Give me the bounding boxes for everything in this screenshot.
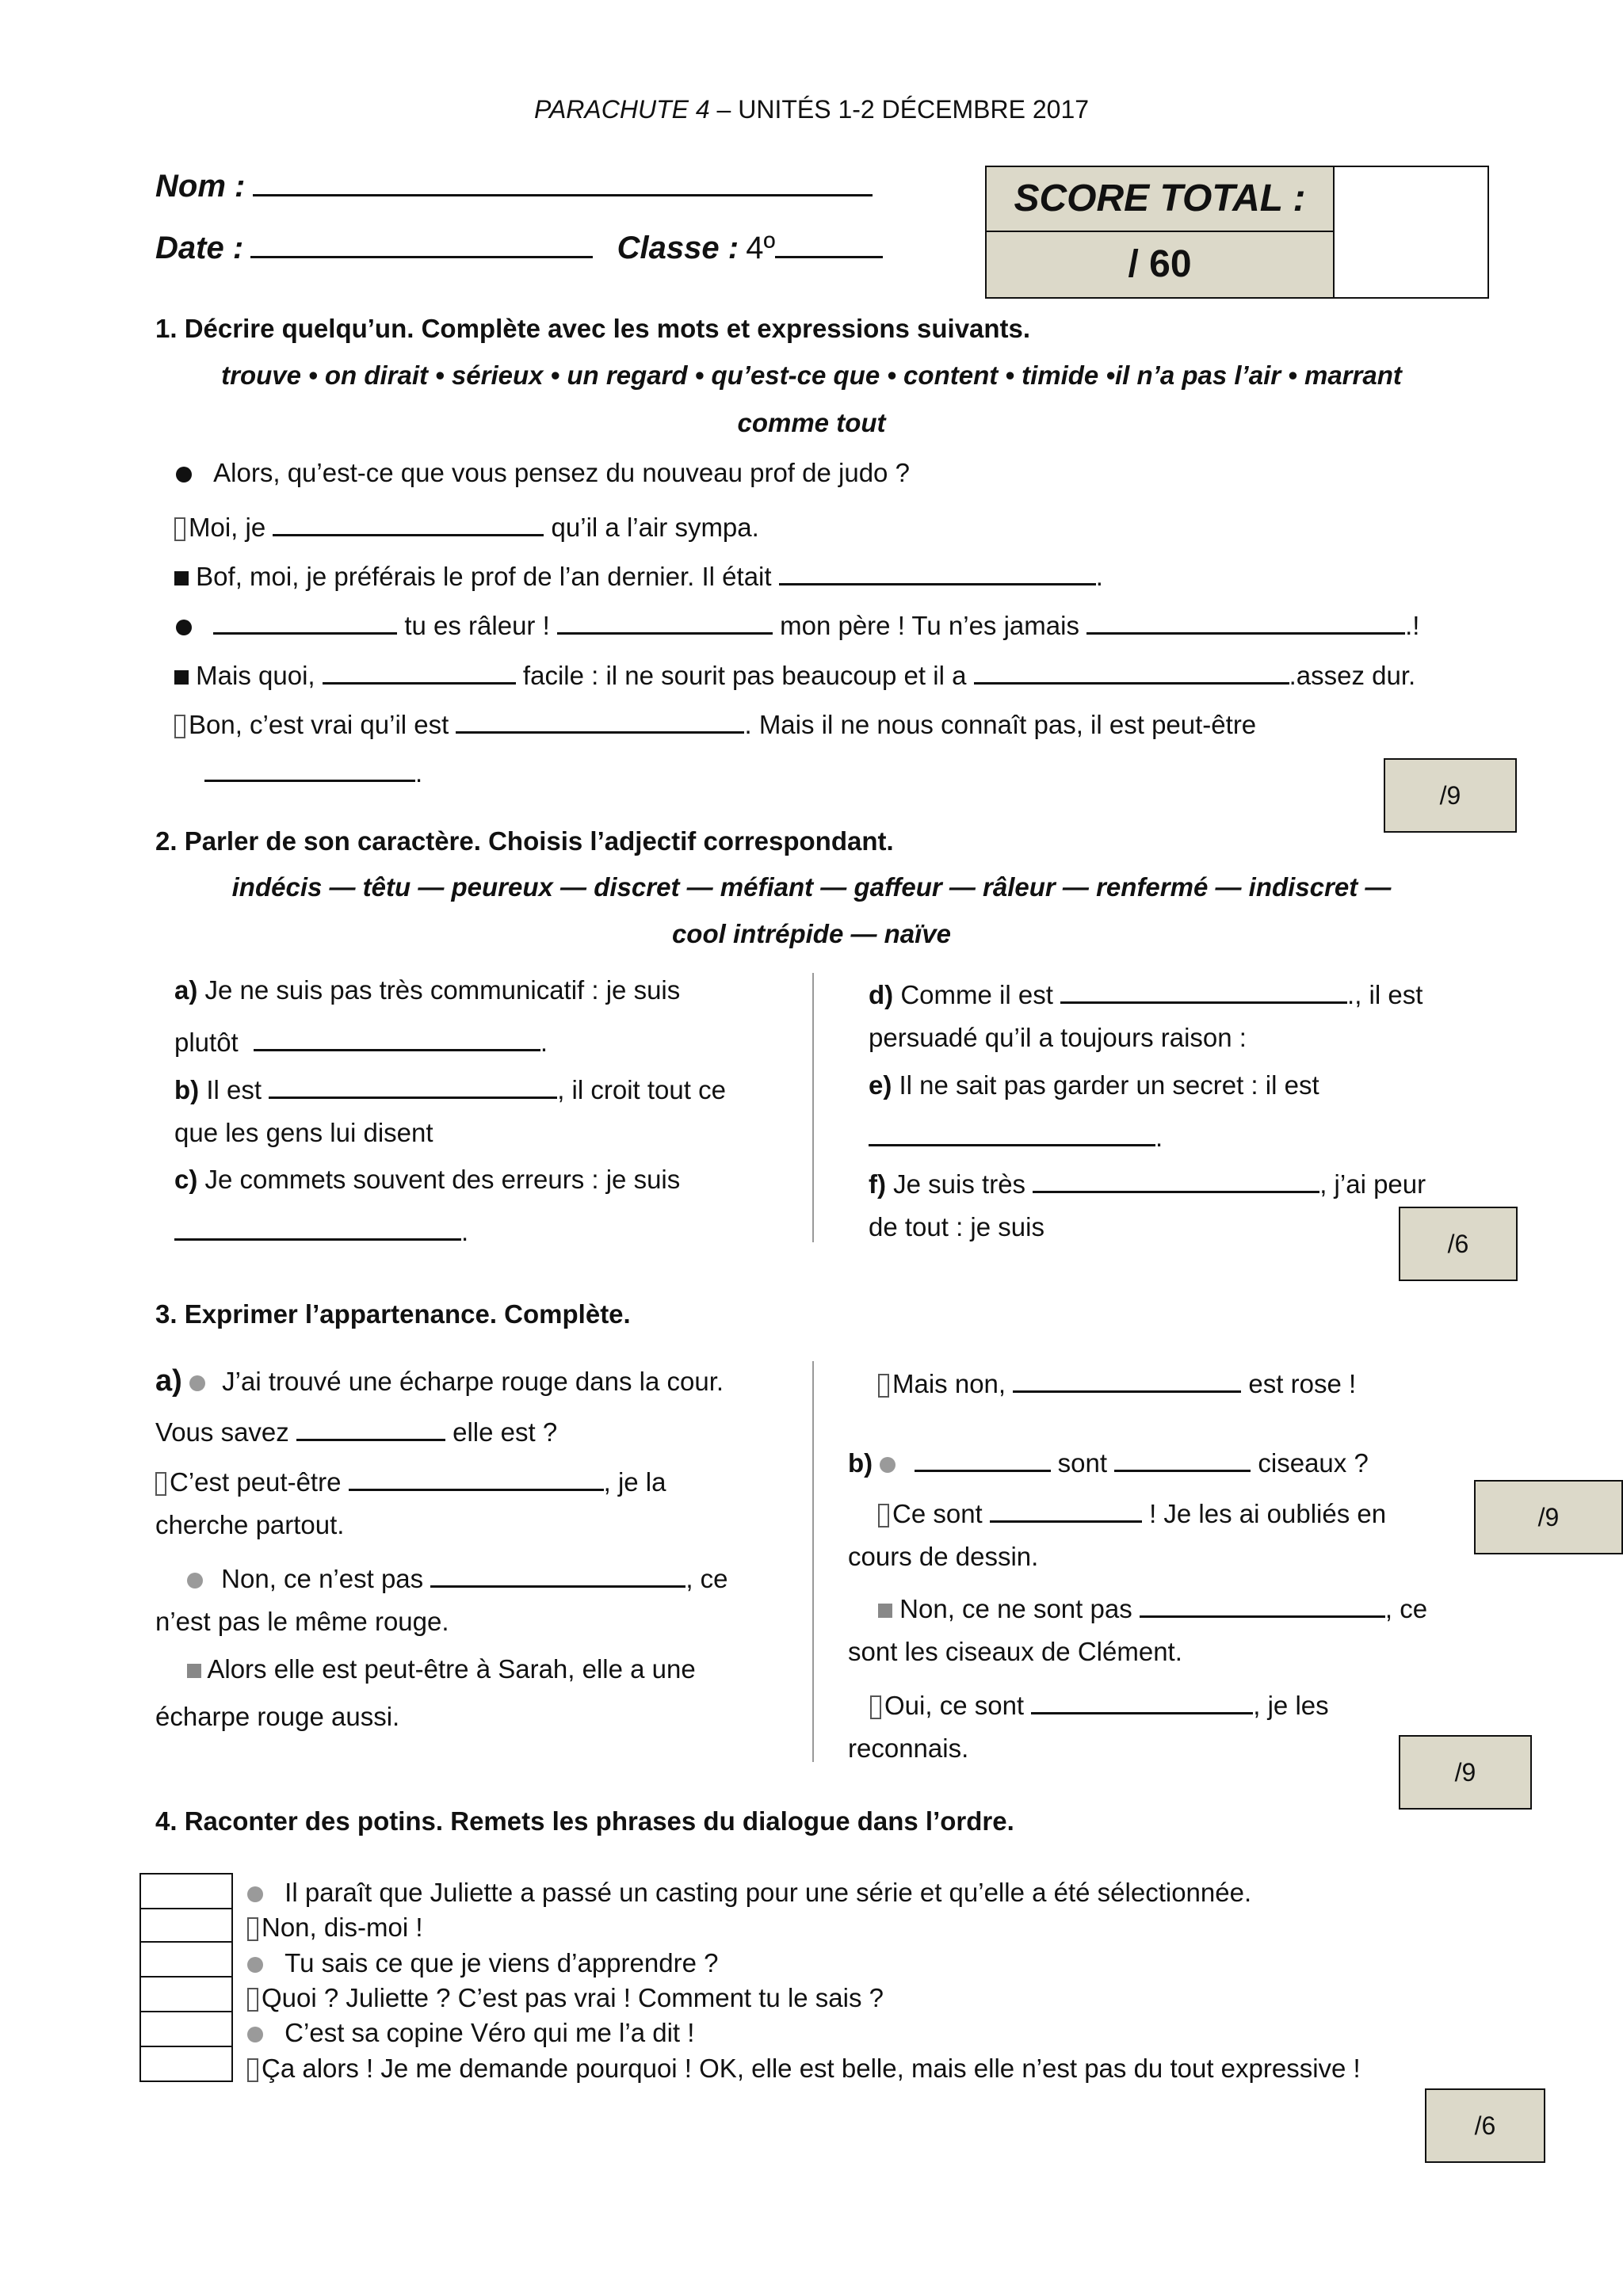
q2-column-divider — [812, 973, 814, 1242]
placeholder-glyph-icon — [247, 1988, 258, 2012]
speaker-dot-icon — [187, 1573, 203, 1589]
classe-label: Classe : — [617, 231, 739, 265]
order-box-1[interactable] — [139, 1873, 233, 1909]
nom-field[interactable] — [253, 168, 873, 196]
q3-blank-a2[interactable] — [349, 1463, 604, 1491]
q2-item-e: e) Il ne sait pas garder un secret : il est — [869, 1070, 1319, 1100]
q4-line-1: Il paraît que Juliette a passé un casting pour une série et qu’elle a été sélectionnée. — [247, 1878, 1251, 1908]
q1-line-4: tu es râleur ! mon père ! Tu n’es jamais .! — [176, 606, 1419, 641]
bullet-dot-icon — [176, 467, 192, 482]
q2-blank-d[interactable] — [1060, 975, 1347, 1004]
q3-a-line-3: C’est peut-être , je la — [155, 1463, 666, 1497]
placeholder-glyph-icon — [878, 1374, 889, 1398]
q3-b-line-5: sont les ciseaux de Clément. — [848, 1637, 1182, 1666]
q3-a-line-1: a) J’ai trouvé une écharpe rouge dans la cour. — [155, 1364, 724, 1398]
q3-b-line-4: Non, ce ne sont pas , ce — [878, 1589, 1427, 1624]
nom-line — [155, 168, 873, 204]
score-total-label: SCORE TOTAL : — [987, 167, 1335, 232]
q2-item-d: d) Comme il est ., il est — [869, 975, 1423, 1010]
q1-word-list: trouve • on dirait • sérieux • un regard • qu’est-ce que • content • timide •il n’a pas l’air • marrant — [221, 360, 1402, 390]
q3-blank-b2[interactable] — [1114, 1444, 1251, 1472]
q4-line-4: Quoi ? Juliette ? C’est pas vrai ! Comment tu le sais ? — [247, 1983, 884, 2013]
speaker-dot-icon — [880, 1457, 896, 1473]
q4-heading: 4. Raconter des potins. Remets les phrases du dialogue dans l’ordre. — [155, 1806, 1014, 1836]
q3-heading: 3. Exprimer l’appartenance. Complète. — [155, 1299, 631, 1329]
q3-blank-r1[interactable] — [1013, 1364, 1241, 1393]
q3-a-line-4: cherche partout. — [155, 1510, 345, 1539]
q2-points-box: /6 — [1399, 1207, 1518, 1281]
speaker-square-icon — [187, 1664, 201, 1678]
q3-b-line-1: b) sont ciseaux ? — [848, 1444, 1369, 1478]
q2-word-list-2: cool intrépide — naïve — [671, 919, 952, 948]
q1-line-1: Alors, qu’est-ce que vous pensez du nouveau prof de judo ? — [176, 458, 910, 488]
order-box-3[interactable] — [139, 1943, 233, 1978]
q2-item-c: c) Je commets souvent des erreurs : je suis — [174, 1165, 681, 1194]
q1-blank-4[interactable] — [557, 606, 773, 635]
q3-a-line-8: écharpe rouge aussi. — [155, 1702, 400, 1731]
placeholder-glyph-icon — [174, 715, 185, 738]
q3-column-divider — [812, 1361, 814, 1762]
q1-blank-3[interactable] — [213, 606, 397, 635]
date-label: Date : — [155, 231, 244, 265]
score-total-value: / 60 — [987, 232, 1335, 297]
q2-item-f-2: de tout : je suis — [869, 1212, 1044, 1241]
q3-a-line-6: n’est pas le même rouge. — [155, 1607, 449, 1636]
q1-line-7: . — [204, 753, 422, 788]
q2-item-f: f) Je suis très , j’ai peur — [869, 1165, 1426, 1199]
q4-line-6: Ça alors ! Je me demande pourquoi ! OK, elle est belle, mais elle n’est pas du tout expressive ! — [247, 2054, 1361, 2084]
q3-blank-b4[interactable] — [1140, 1589, 1385, 1618]
speaker-dot-icon — [247, 2027, 263, 2042]
q1-blank-9[interactable] — [204, 753, 415, 782]
q3-b-line-6: Oui, ce sont , je les — [870, 1686, 1329, 1721]
q3-points-box-b: /9 — [1399, 1735, 1532, 1810]
q4-line-3: Tu sais ce que je viens d’apprendre ? — [247, 1948, 718, 1978]
placeholder-glyph-icon — [878, 1504, 889, 1527]
q1-blank-1[interactable] — [273, 508, 544, 536]
q2-item-a-2: plutôt . — [174, 1023, 548, 1058]
q1-line-6: Bon, c’est vrai qu’il est . Mais il ne nous connaît pas, il est peut-être — [174, 705, 1256, 740]
order-box-4[interactable] — [139, 1978, 233, 2012]
q2-item-c-2: . — [174, 1212, 468, 1247]
q1-line-5: Mais quoi, facile : il ne sourit pas beaucoup et il a .assez dur. — [174, 656, 1415, 691]
q2-blank-e[interactable] — [869, 1118, 1155, 1146]
q1-points-box: /9 — [1384, 758, 1517, 833]
q1-line-2: Moi, je qu’il a l’air sympa. — [174, 508, 759, 543]
q2-blank-c[interactable] — [174, 1212, 461, 1241]
q1-line-3: Bof, moi, je préférais le prof de l’an dernier. Il était . — [174, 557, 1103, 592]
classe-value: 4º — [746, 231, 776, 265]
q2-item-e-2: . — [869, 1118, 1163, 1153]
q3-a-line-5: Non, ce n’est pas , ce — [187, 1559, 728, 1594]
bullet-dot-icon — [176, 620, 192, 635]
q2-blank-b[interactable] — [269, 1070, 557, 1099]
q1-blank-2[interactable] — [779, 557, 1096, 585]
q3-r-line-1: Mais non, est rose ! — [878, 1364, 1356, 1399]
q3-points-box-a: /9 — [1474, 1480, 1623, 1554]
date-field[interactable] — [250, 230, 593, 258]
q1-blank-6[interactable] — [323, 656, 516, 685]
q3-blank-a1[interactable] — [296, 1413, 445, 1441]
order-box-5[interactable] — [139, 2012, 233, 2047]
q2-item-a: a) Je ne suis pas très communicatif : je suis — [174, 975, 681, 1005]
q3-blank-b5[interactable] — [1031, 1686, 1253, 1714]
order-box-2[interactable] — [139, 1908, 233, 1943]
placeholder-glyph-icon — [247, 1917, 258, 1941]
placeholder-glyph-icon — [174, 517, 185, 541]
q4-line-2: Non, dis-moi ! — [247, 1913, 423, 1943]
bullet-square-icon — [174, 670, 189, 685]
q3-a-line-2: Vous savez elle est ? — [155, 1413, 557, 1447]
speaker-square-icon — [878, 1604, 892, 1618]
speaker-dot-icon — [189, 1375, 205, 1391]
date-line — [155, 230, 883, 266]
classe-field[interactable] — [775, 230, 883, 258]
q2-heading: 2. Parler de son caractère. Choisis l’adjectif correspondant. — [155, 826, 894, 856]
q2-blank-f[interactable] — [1033, 1165, 1319, 1193]
order-box-6[interactable] — [139, 2047, 233, 2082]
q3-b-line-2: Ce sont ! Je les ai oubliés en — [878, 1494, 1386, 1529]
q1-blank-8[interactable] — [456, 705, 744, 734]
speaker-dot-icon — [247, 1957, 263, 1973]
q2-blank-a[interactable] — [254, 1023, 540, 1051]
q3-blank-b1[interactable] — [915, 1444, 1051, 1472]
q3-b-line-3: cours de dessin. — [848, 1542, 1039, 1571]
q3-a-line-7: Alors elle est peut-être à Sarah, elle a une — [187, 1654, 696, 1684]
score-total-box — [985, 166, 1489, 299]
speaker-dot-icon — [247, 1886, 263, 1902]
placeholder-glyph-icon — [247, 2058, 258, 2082]
q2-item-d-2: persuadé qu’il a toujours raison : — [869, 1023, 1247, 1052]
placeholder-glyph-icon — [155, 1472, 166, 1496]
q4-line-5: C’est sa copine Véro qui me l’a dit ! — [247, 2018, 694, 2048]
nom-label: Nom : — [155, 169, 246, 204]
q3-b-line-7: reconnais. — [848, 1733, 969, 1763]
placeholder-glyph-icon — [870, 1695, 881, 1719]
q4-points-box: /6 — [1425, 2088, 1545, 2163]
q2-word-list: indécis — têtu — peureux — discret — méfiant — gaffeur — râleur — renfermé — indiscret — — [231, 872, 1392, 902]
q1-blank-5[interactable] — [1086, 606, 1405, 635]
q1-blank-7[interactable] — [974, 656, 1289, 685]
q3-blank-a3[interactable] — [430, 1559, 685, 1588]
bullet-square-icon — [174, 571, 189, 585]
page-title: PARACHUTE 4 – UNITÉS 1-2 DÉCEMBRE 2017 — [533, 95, 1090, 124]
q2-item-b: b) Il est , il croit tout ce — [174, 1070, 726, 1105]
q1-heading: 1. Décrire quelqu’un. Complète avec les mots et expressions suivants. — [155, 314, 1031, 343]
q2-item-b-2: que les gens lui disent — [174, 1118, 433, 1147]
q1-word-list-2: comme tout — [737, 408, 886, 437]
q3-blank-b3[interactable] — [990, 1494, 1142, 1523]
